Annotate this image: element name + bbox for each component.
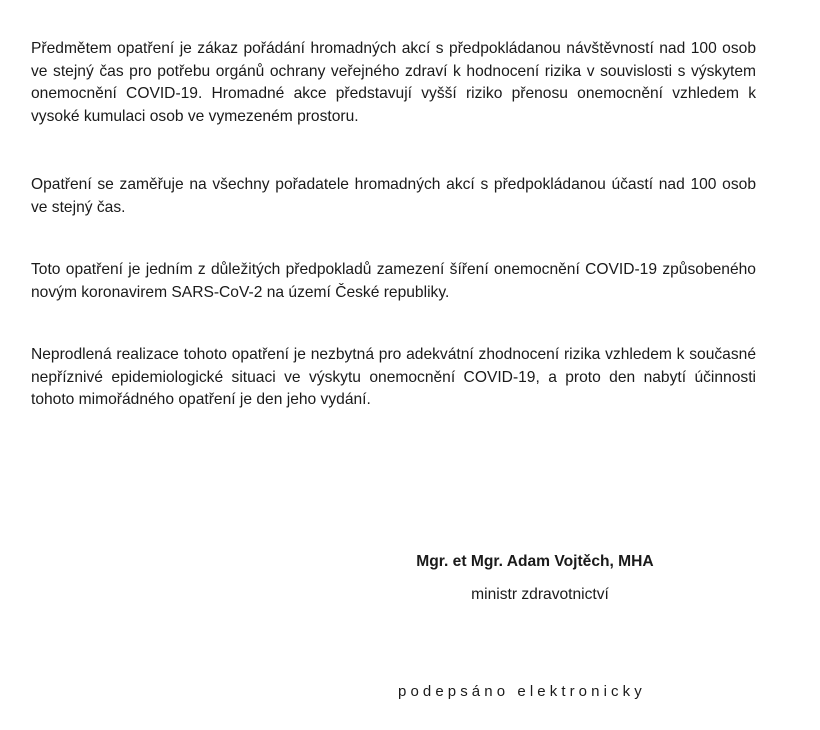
signer-role: ministr zdravotnictví xyxy=(471,586,609,603)
paragraph-measure-importance: Toto opatření je jedním z důležitých předpokladů zamezení šíření onemocnění COVID-19 způsobeného novým koronavirem SARS-CoV-2 na území České republiky. xyxy=(31,261,756,301)
paragraph-measure-subject: Předmětem opatření je zákaz pořádání hromadných akcí s předpokládanou návštěvností nad 100 osob ve stejný čas pro potřebu orgánů ochrany veřejného zdraví k hodnocení rizika v souvislosti s výskytem onemocnění COVID-19. Hromadné akce představují vyšší riziko přenosu onemocnění vzhledem k vysoké kumulaci osob ve vymezeném prostoru. xyxy=(31,40,756,125)
signer-name: Mgr. et Mgr. Adam Vojtěch, MHA xyxy=(416,553,654,570)
paragraph-measure-scope: Opatření se zaměřuje na všechny pořadatele hromadných akcí s předpokládanou účastí nad 100 osob ve stejný čas. xyxy=(31,176,756,216)
electronic-signature-note: podepsáno elektronicky xyxy=(398,683,646,700)
paragraph-measure-effectiveness: Neprodlená realizace tohoto opatření je nezbytná pro adekvátní zhodnocení rizika vzhledem k současné nepříznivé epidemiologické situaci ve výskytu onemocnění COVID-19, a proto den nabytí účinnosti tohoto mimořádného opatření je den jeho vydání. xyxy=(31,346,756,408)
